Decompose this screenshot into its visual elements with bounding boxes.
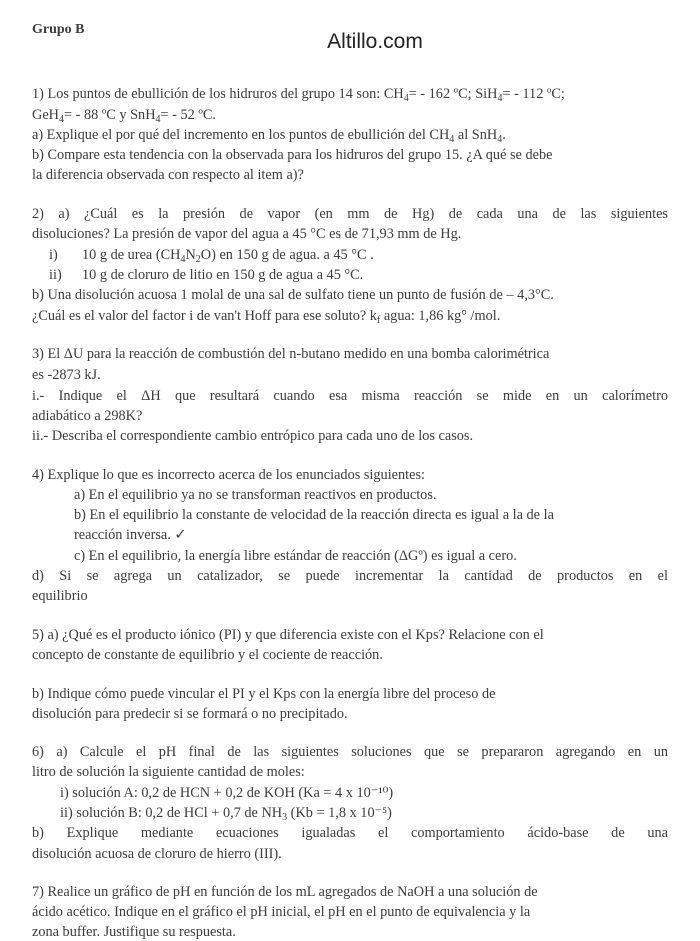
- text-segment: ácido acético. Indique en el gráfico el pH inicial, el pH en el punto de equivalencia y la: [32, 904, 531, 920]
- text-segment: 5) a) ¿Qué es el producto iónico (PI) y que diferencia existe con el Kps? Relacione con el: [32, 627, 544, 643]
- subscript: 4: [497, 93, 503, 104]
- text-segment: equilibrio: [32, 588, 88, 604]
- text-segment: a) Explique el por qué del incremento en los puntos de ebullición del CH: [32, 127, 450, 143]
- text-segment: i.- Indique el ΔH que resultará cuando esa misma reacción se mide en un calorímetro: [32, 388, 668, 404]
- text-segment: b) Compare esta tendencia con la observada para los hidruros del grupo 15. ¿A qué se debe: [32, 147, 553, 163]
- subscript: 4: [403, 93, 409, 104]
- text-segment: GeH: [32, 107, 59, 123]
- text-segment: ii): [49, 267, 62, 283]
- text-segment: 4) Explique lo que es incorrecto acerca de los enunciados siguientes:: [32, 467, 426, 483]
- subscript: 4: [497, 134, 503, 145]
- text-line: [74, 526, 186, 544]
- text-segment: = - 112 ºC;: [502, 86, 565, 102]
- text-line: [82, 266, 363, 284]
- text-line: [32, 166, 304, 184]
- text-segment: .: [502, 127, 506, 143]
- text-line: [60, 784, 393, 802]
- text-segment: a) En el equilibrio ya no se transforman reactivos en productos.: [74, 487, 437, 503]
- text-line: [32, 407, 142, 425]
- text-line: [32, 923, 236, 941]
- text-segment: 10 g de urea (CH: [82, 247, 181, 263]
- text-line: [32, 205, 668, 223]
- text-line: [74, 547, 517, 565]
- subscript: 2: [195, 254, 201, 265]
- text-segment: 10 g de cloruro de litio en 150 g de agua a 45 °C.: [82, 267, 364, 283]
- text-line: [32, 903, 530, 921]
- text-segment: 7) Realice un gráfico de pH en función de los mL agregados de NaOH a una solución de: [32, 884, 538, 900]
- subscript: 4: [59, 114, 64, 125]
- text-line: [74, 486, 436, 504]
- text-segment: disolución acuosa de cloruro de hierro (III).: [32, 846, 282, 862]
- text-line: [49, 266, 62, 284]
- text-line: [32, 626, 544, 644]
- text-segment: d) Si se agrega un catalizador, se puede incrementar la cantidad de productos en el: [32, 568, 668, 584]
- text-line: [32, 225, 461, 243]
- text-segment: c) En el equilibrio, la energía libre estándar de reacción (ΔGº) es igual a cero.: [74, 548, 517, 564]
- text-line: [32, 466, 425, 484]
- subscript: 4: [449, 134, 455, 145]
- text-segment: adiabático a 298K?: [32, 408, 143, 424]
- text-segment: b) Explique mediante ecuaciones igualadas el comportamiento ácido-base de una: [32, 825, 668, 841]
- subscript: f: [376, 315, 381, 326]
- subscript: 4: [180, 254, 186, 265]
- text-segment: ii.- Describa el correspondiente cambio entrópico para cada uno de los casos.: [32, 428, 474, 444]
- text-line: [32, 427, 473, 445]
- subscript: 4: [155, 114, 161, 125]
- text-line: [32, 587, 88, 605]
- text-segment: b) Una disolución acuosa 1 molal de una sal de sulfato tiene un punto de fusión de – 4,3°C.: [32, 287, 554, 303]
- text-segment: i) solución A: 0,2 de HCN + 0,2 de KOH (Ka = 4 x 10⁻¹⁰): [60, 785, 394, 801]
- text-segment: zona buffer. Justifique su respuesta.: [32, 924, 236, 940]
- text-line: [32, 387, 668, 405]
- text-segment: agua: 1,86 kg° /mol.: [380, 308, 501, 324]
- text-segment: (Kb = 1,8 x 10⁻⁵): [287, 805, 392, 821]
- text-line: [49, 246, 58, 264]
- group-heading: Grupo B: [32, 22, 85, 37]
- text-line: [32, 763, 305, 781]
- text-line: [74, 506, 554, 524]
- text-line: [32, 345, 549, 363]
- text-line: [32, 705, 348, 723]
- text-segment: litro de solución la siguiente cantidad de moles:: [32, 764, 305, 780]
- text-line: [32, 146, 552, 164]
- text-line: [32, 743, 668, 761]
- text-line: [32, 845, 282, 863]
- text-segment: N: [185, 247, 196, 263]
- text-segment: = - 162 ºC; SiH: [408, 86, 498, 102]
- watermark: Altillo.com: [327, 30, 423, 53]
- text-line: [32, 646, 383, 664]
- text-line: [32, 307, 500, 330]
- text-segment: O) en 150 g de agua. a 45 °C .: [200, 247, 374, 263]
- text-segment: 3) El ΔU para la reacción de combustión del n-butano medido en una bomba calorimétrica: [32, 346, 550, 362]
- text-segment: 6) a) Calcule el pH final de las siguientes soluciones que se prepararon agregando en un: [32, 744, 668, 760]
- text-line: [32, 366, 101, 384]
- text-segment: 2) a) ¿Cuál es la presión de vapor (en mm de Hg) de cada una de las siguientes: [32, 206, 668, 222]
- subscript: 3: [282, 812, 288, 823]
- text-line: [32, 883, 538, 901]
- text-segment: es -2873 kJ.: [32, 367, 101, 383]
- text-segment: reacción inversa. ✓: [74, 527, 187, 543]
- text-line: [32, 685, 495, 703]
- text-segment: i): [49, 247, 58, 263]
- text-segment: al SnH: [454, 127, 498, 143]
- text-segment: disolución para predecir si se formará o no precipitado.: [32, 706, 348, 722]
- text-segment: ii) solución B: 0,2 de HCl + 0,7 de NH: [60, 805, 283, 821]
- text-segment: concepto de constante de equilibrio y el cociente de reacción.: [32, 647, 383, 663]
- text-segment: b) Indique cómo puede vincular el PI y el Kps con la energía libre del proceso de: [32, 686, 496, 702]
- text-line: [32, 567, 668, 585]
- text-segment: b) En el equilibrio la constante de velocidad de la reacción directa es igual a la de la: [74, 507, 554, 523]
- text-segment: 1) Los puntos de ebullición de los hidruros del grupo 14 son: CH: [32, 86, 404, 102]
- text-segment: la diferencia observada con respecto al item a)?: [32, 167, 304, 183]
- text-line: [32, 824, 668, 842]
- text-segment: ¿Cuál es el valor del factor i de van't Hoff para ese soluto? k: [32, 308, 377, 324]
- text-line: [32, 286, 554, 304]
- text-line: [32, 85, 565, 108]
- text-segment: disoluciones? La presión de vapor del agua a 45 °C es de 71,93 mm de Hg.: [32, 226, 462, 242]
- text-segment: = - 52 ºC.: [160, 107, 216, 123]
- text-segment: = - 88 ºC y SnH: [64, 107, 156, 123]
